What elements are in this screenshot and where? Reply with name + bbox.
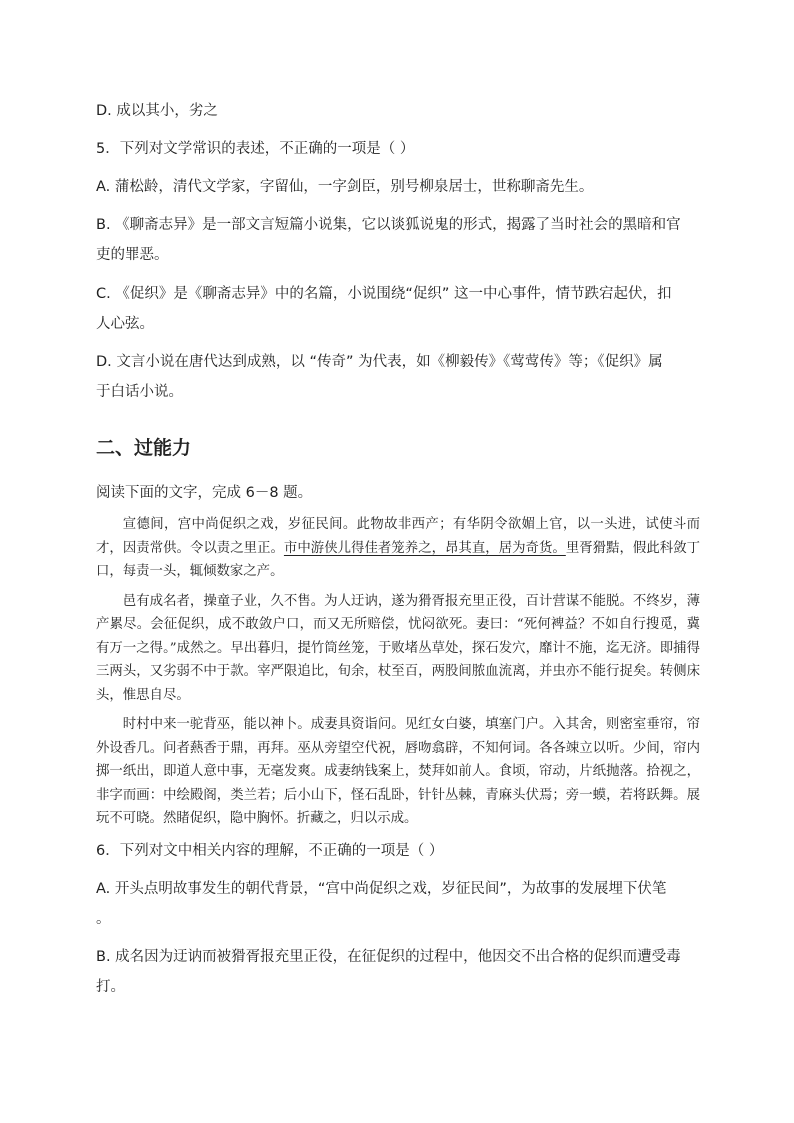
classical-passage — [96, 513, 700, 831]
q6-option-a-line2: 。 — [96, 911, 111, 927]
q5-option-c-line2: 人心弦。 — [96, 316, 154, 332]
passage-p1-end: 里胥猾黠，假此科敛丁口，每责一头，辄倾数家之产。 — [96, 540, 701, 579]
passage-paragraph-2: 邑有成名者，操童子业，久不售。为人迂讷，遂为猾胥报充里正役，百计营谋不能脱。不终岁，薄产累尽。会征促织，成不敢敛户口，而又无所赔偿，忧闷欲死。妻曰：“死何裨益？不如自行搜觅，冀有万一之得。”成然之。早出暮归，提竹筒丝笼，于败堵丛草处，探石发穴，靡计不施，迄无济。即捕得三两头，又劣弱不中于款。宰严限追比，旬余，杖至百，两股间脓血流离，并虫亦不能行捉矣。转侧床头，惟思自尽。 — [96, 593, 700, 703]
q6-option-b-line1: B. 成名因为迂讷而被猾胥报充里正役，在征促织的过程中，他因交不出合格的促织而遭受毒 — [96, 949, 681, 965]
q6-option-b-line2: 打。 — [96, 979, 125, 995]
q5-stem: 5．下列对文学常识的表述，不正确的一项是（ ） — [96, 141, 415, 157]
q5-option-c-line1: C. 《促织》是《聊斋志异》中的名篇，小说围绕“促织” 这一中心事件，情节跌宕起伏，扣 — [96, 286, 672, 302]
q4-option-d: D. 成以其小，劣之 — [96, 103, 218, 119]
passage-paragraph-3: 时村中来一驼背巫，能以神卜。成妻具资诣问。见红女白婆，填塞门户。入其舍，则密室垂帘，帘外设香几。问者爇香于鼎，再拜。巫从旁望空代祝，唇吻翕辟，不知何词。各各竦立以听。少间，帘内掷一纸出，即道人意中事，无毫发爽。成妻纳钱案上，焚拜如前人。食顷，帘动，片纸抛落。拾视之，非字而画：中绘殿阁，类兰若；后小山下，怪石乱卧，针针丛棘，青麻头伏焉；旁一蟆，若将跃舞。展玩不可晓。然睹促织，隐中胸怀。折藏之，归以示成。 — [96, 717, 700, 826]
q6-stem: 6．下列对文中相关内容的理解，不正确的一项是（ ） — [96, 843, 444, 859]
q5-option-b-line2: 吏的罪恶。 — [96, 247, 169, 263]
passage-paragraph-1 — [96, 513, 700, 584]
reading-instruction: 阅读下面的文字，完成 6－8 题。 — [96, 485, 313, 501]
passage-p1-start: 宣德间，宫中尚促织之戏，岁征民间。此物故非西产；有华阴令欲媚上官，以一头进，试使斗而才，因责常供。令以责之里正。 — [96, 517, 700, 556]
q5-option-b-line1: B. 《聊斋志异》是一部文言短篇小说集，它以谈狐说鬼的形式，揭露了当时社会的黑暗和官 — [96, 217, 681, 233]
passage-underlined-sentence: 市中游侠儿得佳者笼养之，昂其直，居为奇货。 — [283, 540, 566, 556]
q5-option-d-line1: D. 文言小说在唐代达到成熟，以 “传奇” 为代表，如《柳毅传》《莺莺传》等；《促织》属 — [96, 354, 663, 370]
q5-option-d-line2: 于白话小说。 — [96, 384, 183, 400]
q5-option-a: A. 蒲松龄，清代文学家，字留仙，一字剑臣，别号柳泉居士，世称聊斋先生。 — [96, 179, 594, 195]
q6-option-a-line1: A. 开头点明故事发生的朝代背景，“宫中尚促织之戏，岁征民间”，为故事的发展埋下伏笔 — [96, 881, 667, 897]
section-heading: 二、过能力 — [96, 437, 192, 459]
